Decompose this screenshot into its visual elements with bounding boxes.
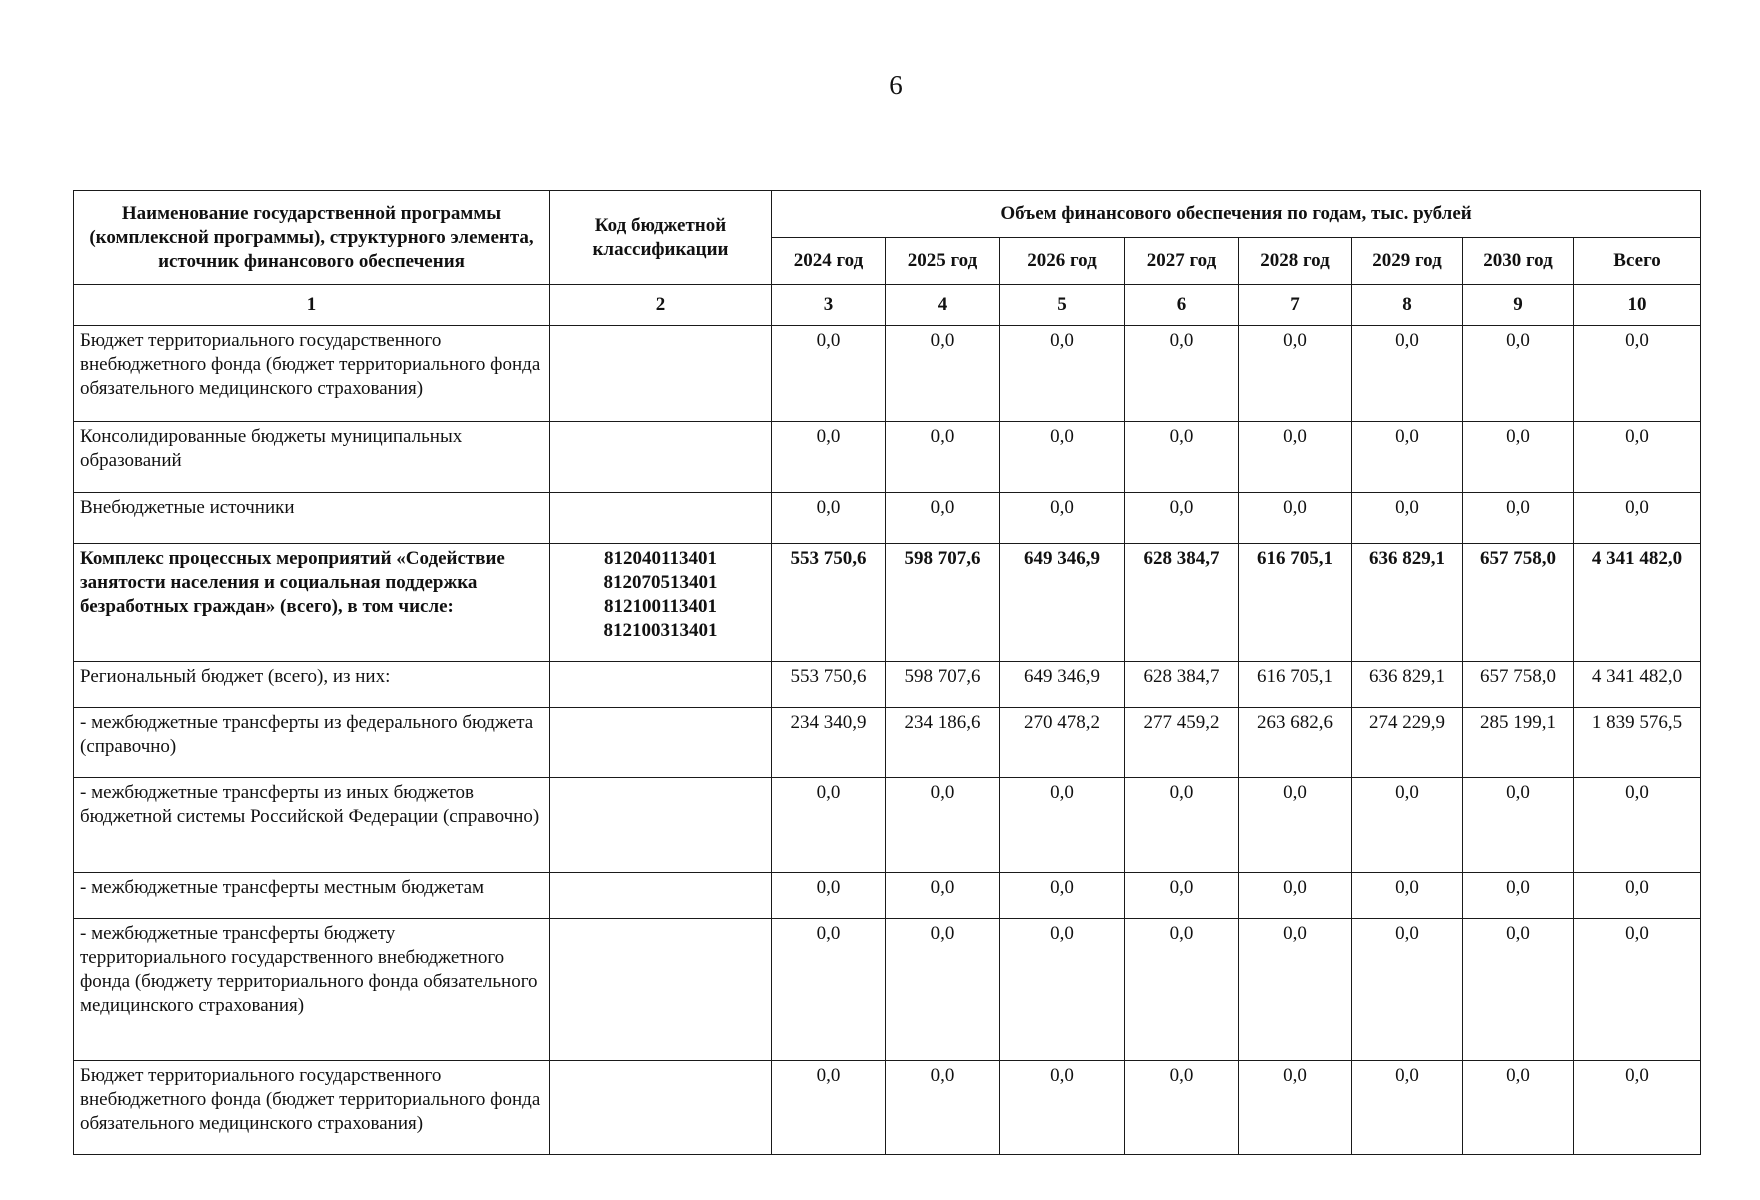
row-year-value: 0,0 xyxy=(1000,1061,1125,1155)
row-year-value: 0,0 xyxy=(1000,493,1125,544)
row-code xyxy=(550,493,772,544)
table-row xyxy=(74,662,1701,708)
row-year-value: 0,0 xyxy=(1463,873,1574,919)
row-year-value: 0,0 xyxy=(1000,422,1125,493)
row-year-value: 0,0 xyxy=(1352,326,1463,422)
header-year: 2029 год xyxy=(1352,238,1463,285)
row-code xyxy=(550,422,772,493)
header-year: 2030 год xyxy=(1463,238,1574,285)
row-name: Бюджет территориального государственного внебюджетного фонда (бюджет территориального фонда обязательного медицинского страхования) xyxy=(74,1061,550,1155)
row-year-value: 270 478,2 xyxy=(1000,708,1125,778)
row-year-value: 0,0 xyxy=(1125,422,1239,493)
table-row xyxy=(74,708,1701,778)
row-year-value: 0,0 xyxy=(1463,778,1574,873)
row-name: Консолидированные бюджеты муниципальных образований xyxy=(74,422,550,493)
row-year-value: 636 829,1 xyxy=(1352,662,1463,708)
row-total-value: 0,0 xyxy=(1574,422,1701,493)
row-year-value: 0,0 xyxy=(886,326,1000,422)
row-code xyxy=(550,326,772,422)
row-year-value: 0,0 xyxy=(1239,1061,1352,1155)
row-total-value: 0,0 xyxy=(1574,1061,1701,1155)
row-year-value: 0,0 xyxy=(1125,873,1239,919)
row-year-value: 0,0 xyxy=(886,493,1000,544)
header-year: 2025 год xyxy=(886,238,1000,285)
row-year-value: 649 346,9 xyxy=(1000,662,1125,708)
row-year-value: 0,0 xyxy=(1125,493,1239,544)
table-row xyxy=(74,493,1701,544)
column-number: 8 xyxy=(1352,285,1463,326)
column-number: 9 xyxy=(1463,285,1574,326)
row-year-value: 636 829,1 xyxy=(1352,544,1463,662)
budget-code: 812040113401 xyxy=(604,548,717,569)
row-year-value: 0,0 xyxy=(1463,493,1574,544)
row-name: - межбюджетные трансферты из иных бюджетов бюджетной системы Российской Федерации (справочно) xyxy=(74,778,550,873)
table-row xyxy=(74,873,1701,919)
row-name: Комплекс процессных мероприятий «Содействие занятости населения и социальная поддержка безработных граждан» (всего), в том числе: xyxy=(74,544,550,662)
row-year-value: 628 384,7 xyxy=(1125,662,1239,708)
row-year-value: 598 707,6 xyxy=(886,544,1000,662)
column-number: 7 xyxy=(1239,285,1352,326)
row-year-value: 553 750,6 xyxy=(772,662,886,708)
header-year: 2024 год xyxy=(772,238,886,285)
row-year-value: 553 750,6 xyxy=(772,544,886,662)
financing-table xyxy=(73,190,1701,1155)
row-name: - межбюджетные трансферты из федерального бюджета (справочно) xyxy=(74,708,550,778)
row-year-value: 616 705,1 xyxy=(1239,662,1352,708)
row-year-value: 0,0 xyxy=(772,422,886,493)
row-year-value: 0,0 xyxy=(1239,493,1352,544)
row-year-value: 0,0 xyxy=(1352,873,1463,919)
row-year-value: 0,0 xyxy=(886,919,1000,1061)
row-year-value: 0,0 xyxy=(886,422,1000,493)
header-year: 2026 год xyxy=(1000,238,1125,285)
row-year-value: 274 229,9 xyxy=(1352,708,1463,778)
row-year-value: 0,0 xyxy=(772,873,886,919)
row-year-value: 0,0 xyxy=(1352,1061,1463,1155)
row-year-value: 0,0 xyxy=(1000,919,1125,1061)
row-year-value: 0,0 xyxy=(886,873,1000,919)
row-year-value: 234 340,9 xyxy=(772,708,886,778)
row-code xyxy=(550,662,772,708)
row-total-value: 0,0 xyxy=(1574,873,1701,919)
row-total-value: 0,0 xyxy=(1574,493,1701,544)
budget-code: 812100313401 xyxy=(603,620,718,641)
header-year: 2027 год xyxy=(1125,238,1239,285)
row-name: - межбюджетные трансферты бюджету территориального государственного внебюджетного фонда (бюджету территориального фонда обязательного медицинского страхования) xyxy=(74,919,550,1061)
row-year-value: 0,0 xyxy=(1463,919,1574,1061)
row-name: Внебюджетные источники xyxy=(74,493,550,544)
budget-code: 812070513401 xyxy=(603,572,718,593)
column-number: 2 xyxy=(550,285,772,326)
row-year-value: 0,0 xyxy=(1000,778,1125,873)
table-row xyxy=(74,919,1701,1061)
table-row xyxy=(74,326,1701,422)
row-code xyxy=(550,544,772,662)
row-year-value: 0,0 xyxy=(1239,919,1352,1061)
row-year-value: 657 758,0 xyxy=(1463,544,1574,662)
row-year-value: 0,0 xyxy=(1352,778,1463,873)
row-year-value: 0,0 xyxy=(772,1061,886,1155)
row-year-value: 657 758,0 xyxy=(1463,662,1574,708)
row-year-value: 0,0 xyxy=(1463,1061,1574,1155)
row-name: - межбюджетные трансферты местным бюджетам xyxy=(74,873,550,919)
row-year-value: 0,0 xyxy=(1239,422,1352,493)
row-year-value: 285 199,1 xyxy=(1463,708,1574,778)
row-year-value: 0,0 xyxy=(1125,778,1239,873)
row-name: Региональный бюджет (всего), из них: xyxy=(74,662,550,708)
row-code xyxy=(550,1061,772,1155)
table-row xyxy=(74,544,1701,662)
row-year-value: 277 459,2 xyxy=(1125,708,1239,778)
row-year-value: 0,0 xyxy=(1352,919,1463,1061)
header-year: 2028 год xyxy=(1239,238,1352,285)
row-year-value: 0,0 xyxy=(886,1061,1000,1155)
row-year-value: 616 705,1 xyxy=(1239,544,1352,662)
row-total-value: 0,0 xyxy=(1574,326,1701,422)
header-code: Код бюджетной классификации xyxy=(550,191,772,285)
row-year-value: 263 682,6 xyxy=(1239,708,1352,778)
row-year-value: 0,0 xyxy=(772,493,886,544)
row-year-value: 0,0 xyxy=(1125,326,1239,422)
row-code xyxy=(550,873,772,919)
header-volume: Объем финансового обеспечения по годам, тыс. рублей xyxy=(772,191,1701,238)
table-row xyxy=(74,778,1701,873)
page-number: 6 xyxy=(889,70,903,100)
header-total: Всего xyxy=(1574,238,1701,285)
column-number: 6 xyxy=(1125,285,1239,326)
row-year-value: 0,0 xyxy=(1352,493,1463,544)
row-year-value: 0,0 xyxy=(772,326,886,422)
row-total-value: 0,0 xyxy=(1574,778,1701,873)
column-number: 4 xyxy=(886,285,1000,326)
table-row xyxy=(74,422,1701,493)
row-code xyxy=(550,778,772,873)
row-year-value: 628 384,7 xyxy=(1125,544,1239,662)
row-total-value: 4 341 482,0 xyxy=(1574,544,1701,662)
row-year-value: 0,0 xyxy=(1239,873,1352,919)
row-code xyxy=(550,708,772,778)
row-year-value: 0,0 xyxy=(1352,422,1463,493)
table-row xyxy=(74,1061,1701,1155)
row-total-value: 4 341 482,0 xyxy=(1574,662,1701,708)
row-year-value: 0,0 xyxy=(1463,326,1574,422)
row-year-value: 0,0 xyxy=(1000,326,1125,422)
row-year-value: 598 707,6 xyxy=(886,662,1000,708)
row-year-value: 0,0 xyxy=(772,778,886,873)
row-year-value: 0,0 xyxy=(1239,778,1352,873)
header-name: Наименование государственной программы (комплексной программы), структурного элемента, источник финансового обеспечения xyxy=(74,191,550,285)
row-year-value: 0,0 xyxy=(1463,422,1574,493)
row-code xyxy=(550,919,772,1061)
column-number: 3 xyxy=(772,285,886,326)
row-year-value: 0,0 xyxy=(772,919,886,1061)
row-year-value: 234 186,6 xyxy=(886,708,1000,778)
row-year-value: 0,0 xyxy=(1125,919,1239,1061)
row-total-value: 0,0 xyxy=(1574,919,1701,1061)
row-year-value: 0,0 xyxy=(1125,1061,1239,1155)
row-year-value: 0,0 xyxy=(1239,326,1352,422)
column-number: 1 xyxy=(74,285,550,326)
column-number: 10 xyxy=(1574,285,1701,326)
budget-code: 812100113401 xyxy=(604,596,717,617)
row-year-value: 0,0 xyxy=(1000,873,1125,919)
row-name: Бюджет территориального государственного внебюджетного фонда (бюджет территориального фонда обязательного медицинского страхования) xyxy=(74,326,550,422)
row-year-value: 649 346,9 xyxy=(1000,544,1125,662)
column-number-row xyxy=(74,285,1701,326)
column-number: 5 xyxy=(1000,285,1125,326)
row-total-value: 1 839 576,5 xyxy=(1574,708,1701,778)
row-year-value: 0,0 xyxy=(886,778,1000,873)
